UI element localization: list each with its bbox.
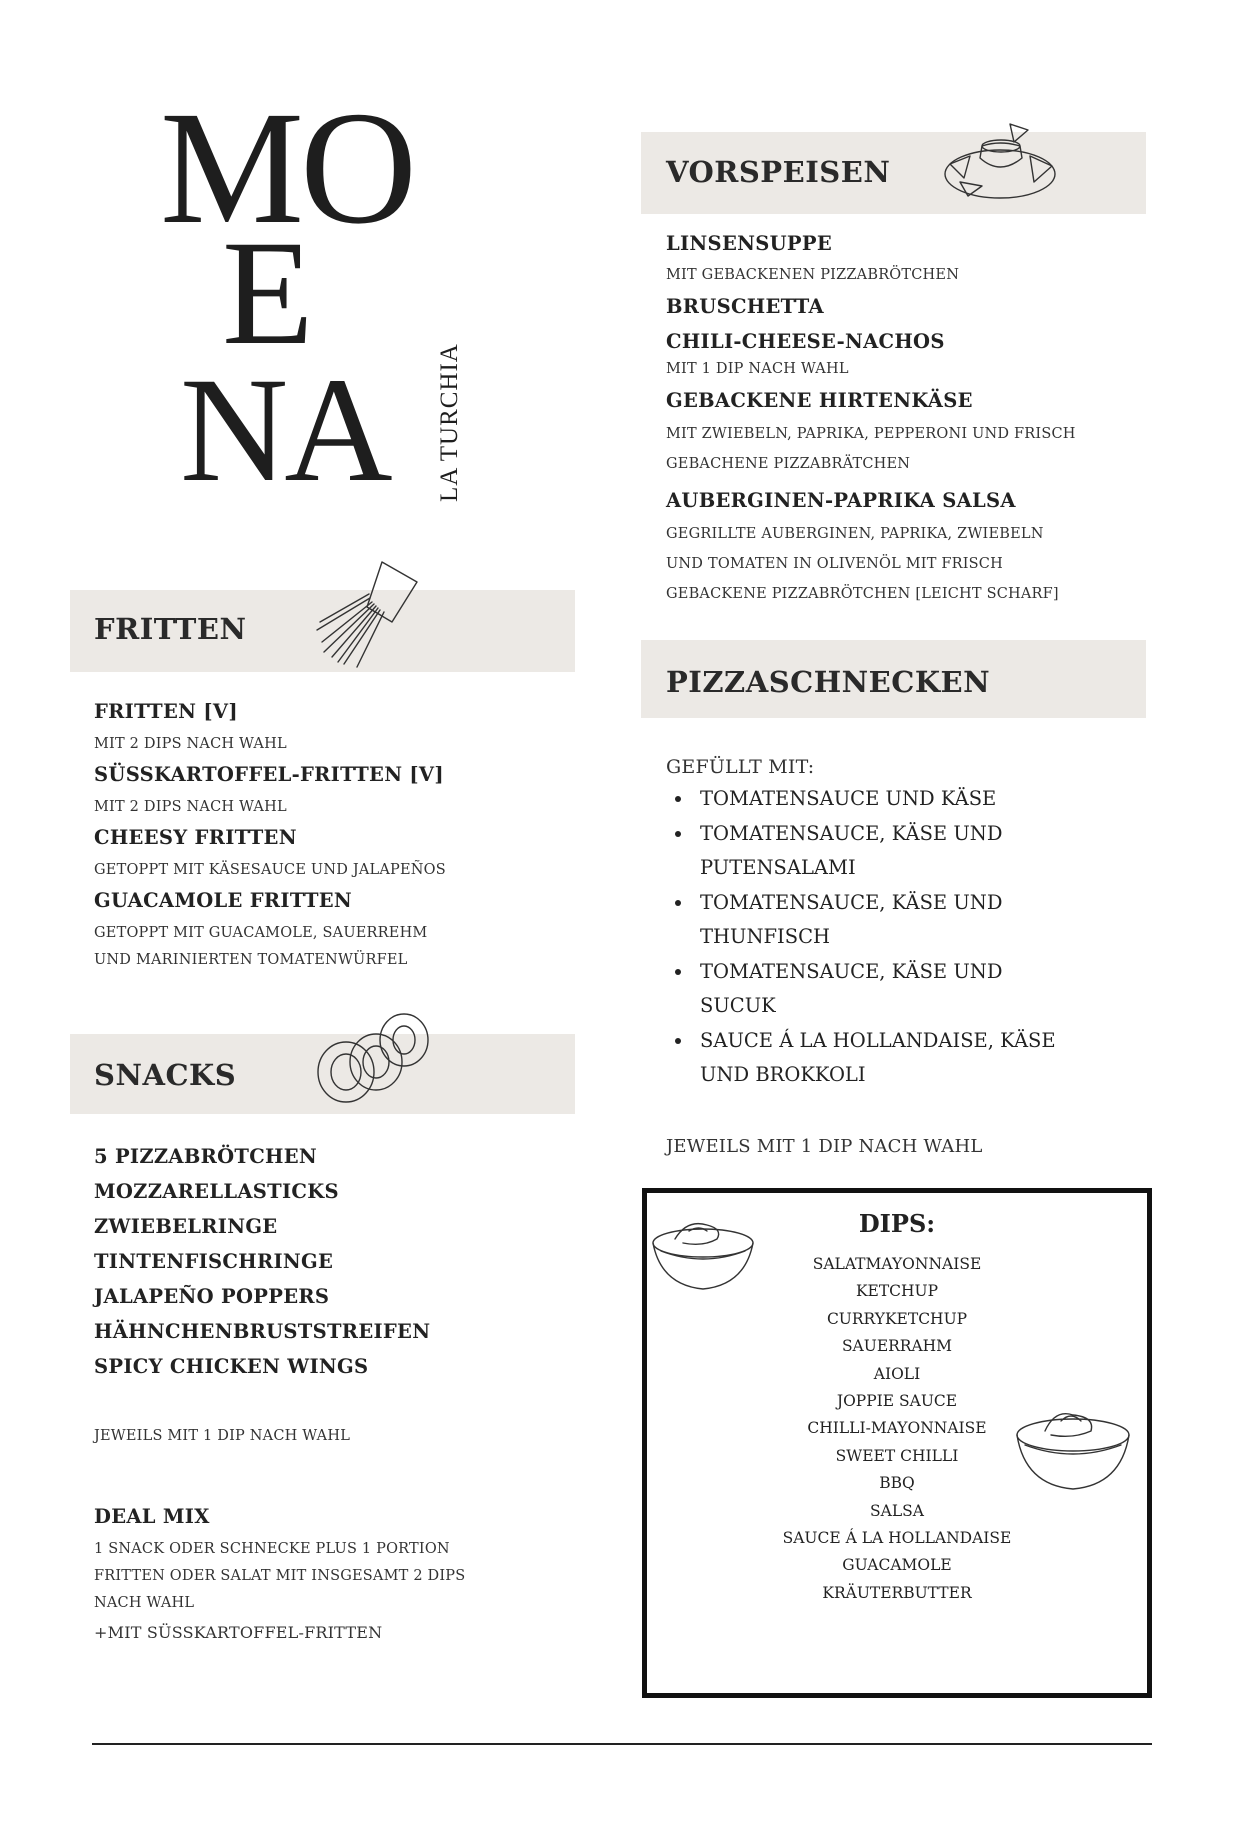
- snacks-note: JEWEILS MIT 1 DIP NACH WAHL: [94, 1428, 351, 1444]
- dip-item: GUACAMOLE: [842, 1556, 952, 1575]
- dip-bowl-sketch-icon: [1011, 1403, 1135, 1495]
- onion-rings-sketch-icon: [316, 1010, 436, 1110]
- filling-5-line-1: SAUCE Á LA HOLLANDAISE, KÄSE: [700, 1028, 1056, 1052]
- dip-item: SAUCE Á LA HOLLANDAISE: [782, 1529, 1012, 1548]
- dip-item: SAUERRAHM: [841, 1337, 953, 1356]
- deal-mix-line-3: NACH WAHL: [94, 1595, 195, 1611]
- vorspeise-item-5-name: AUBERGINEN-PAPRIKA SALSA: [666, 489, 1016, 512]
- fritten-item-4-desc-2: UND MARINIERTEN TOMATENWÜRFEL: [94, 952, 408, 968]
- dip-bowl-sketch-icon: [647, 1215, 759, 1295]
- snack-item-3: ZWIEBELRINGE: [94, 1215, 278, 1238]
- filling-item: [694, 1024, 1086, 1093]
- pizzaschnecken-fillings: [666, 782, 1086, 1093]
- dips-title: DIPS:: [858, 1209, 936, 1238]
- dip-item: CURRYKETCHUP: [826, 1309, 968, 1328]
- fritten-item-4-desc-1: GETOPPT MIT GUACAMOLE, SAUERREHM: [94, 925, 428, 941]
- snack-item-5: JALAPEÑO POPPERS: [94, 1285, 330, 1308]
- snack-item-1: 5 PIZZABRÖTCHEN: [94, 1145, 318, 1168]
- filling-2-line-2: PUTENSALAMI: [700, 856, 856, 879]
- snack-item-2: MOZZARELLASTICKS: [94, 1180, 339, 1203]
- filling-item: [694, 955, 1086, 1024]
- filling-3-line-2: THUNFISCH: [700, 925, 831, 948]
- vorspeise-item-5-desc-1: GEGRILLTE AUBERGINEN, PAPRIKA, ZWIEBELN: [666, 526, 1044, 542]
- deal-mix-title: DEAL MIX: [94, 1505, 210, 1528]
- fritten-item-2-desc: MIT 2 DIPS NACH WAHL: [94, 799, 287, 815]
- dips-box: [642, 1188, 1152, 1698]
- vorspeise-item-2-name: BRUSCHETTA: [666, 295, 824, 318]
- fritten-item-3-desc: GETOPPT MIT KÄSESAUCE UND JALAPEÑOS: [94, 862, 446, 878]
- dip-item: KETCHUP: [855, 1282, 939, 1301]
- vorspeise-item-3-desc: MIT 1 DIP NACH WAHL: [666, 361, 849, 377]
- vorspeise-item-4-desc-1: MIT ZWIEBELN, PAPRIKA, PEPPERONI UND FRISCH: [666, 426, 1076, 442]
- vorspeisen-title: VORSPEISEN: [666, 155, 891, 189]
- dip-item: AIOLI: [873, 1364, 921, 1383]
- deal-mix-line-2: FRITTEN ODER SALAT MIT INSGESAMT 2 DIPS: [94, 1568, 466, 1584]
- fries-sketch-icon: [312, 552, 432, 672]
- pizzaschnecken-intro: GEFÜLLT MIT:: [666, 756, 815, 778]
- dip-item: KRÄUTERBUTTER: [822, 1583, 972, 1602]
- dip-item: CHILLI-MAYONNAISE: [807, 1419, 987, 1438]
- vorspeise-item-3-name: CHILI-CHEESE-NACHOS: [666, 330, 945, 353]
- dip-item: SALSA: [870, 1501, 924, 1520]
- deal-mix-line-1: 1 SNACK ODER SCHNECKE PLUS 1 PORTION: [94, 1541, 450, 1557]
- filling-item: [694, 886, 1086, 955]
- dip-item: BBQ: [879, 1474, 915, 1493]
- vorspeise-item-5-desc-3: GEBACKENE PIZZABRÖTCHEN [LEICHT SCHARF]: [666, 586, 1059, 602]
- filling-item: [694, 817, 1086, 886]
- snack-item-7: SPICY CHICKEN WINGS: [94, 1355, 369, 1378]
- logo-line-mo: MO: [160, 79, 414, 258]
- snack-item-6: HÄHNCHENBRUSTSTREIFEN: [94, 1320, 431, 1343]
- vorspeise-item-1-name: LINSENSUPPE: [666, 232, 833, 255]
- fritten-title: FRITTEN: [94, 612, 247, 646]
- dip-item: SALATMAYONNAISE: [812, 1255, 982, 1273]
- fritten-item-1-desc: MIT 2 DIPS NACH WAHL: [94, 736, 287, 752]
- snack-item-4: TINTENFISCHRINGE: [94, 1250, 334, 1273]
- dip-item: JOPPIE SAUCE: [836, 1392, 958, 1411]
- deal-mix-extra: +MIT SÜSSKARTOFFEL-FRITTEN: [94, 1623, 383, 1642]
- pizzaschnecken-title: PIZZASCHNECKEN: [666, 665, 991, 699]
- logo-line-e: E: [222, 210, 310, 376]
- logo-line-na: NA: [180, 347, 389, 513]
- filling-5-line-2: UND BROKKOLI: [700, 1063, 866, 1086]
- fritten-item-4-name: GUACAMOLE FRITTEN: [94, 889, 353, 912]
- vorspeise-item-5-desc-2: UND TOMATEN IN OLIVENÖL MIT FRISCH: [666, 556, 1003, 572]
- fritten-item-3-name: CHEESY FRITTEN: [94, 826, 297, 849]
- filling-3-line-1: TOMATENSAUCE, KÄSE UND: [700, 890, 1003, 914]
- filling-1-line-1: TOMATENSAUCE UND KÄSE: [700, 787, 997, 810]
- pizzaschnecken-note: JEWEILS MIT 1 DIP NACH WAHL: [666, 1136, 983, 1157]
- filling-2-line-1: TOMATENSAUCE, KÄSE UND: [700, 821, 1003, 845]
- logo-subtitle: LA TURCHIA: [436, 343, 463, 502]
- fritten-item-1-name: FRITTEN [V]: [94, 700, 238, 723]
- filling-4-line-1: TOMATENSAUCE, KÄSE UND: [700, 959, 1003, 983]
- fritten-item-2-name: SÜSSKARTOFFEL-FRITTEN [V]: [94, 763, 444, 786]
- vorspeise-item-1-desc: MIT GEBACKENEN PIZZABRÖTCHEN: [666, 267, 960, 283]
- vorspeise-item-4-name: GEBACKENE HIRTENKÄSE: [666, 389, 973, 412]
- dip-item: SWEET CHILLI: [835, 1446, 959, 1465]
- filling-item: [694, 782, 1086, 817]
- nachos-sketch-icon: [940, 116, 1060, 206]
- snacks-title: SNACKS: [94, 1058, 237, 1092]
- vorspeise-item-4-desc-2: GEBACHENE PIZZABRÄTCHEN: [666, 456, 911, 472]
- footer-divider: [92, 1743, 1152, 1745]
- filling-4-line-2: SUCUK: [700, 994, 776, 1017]
